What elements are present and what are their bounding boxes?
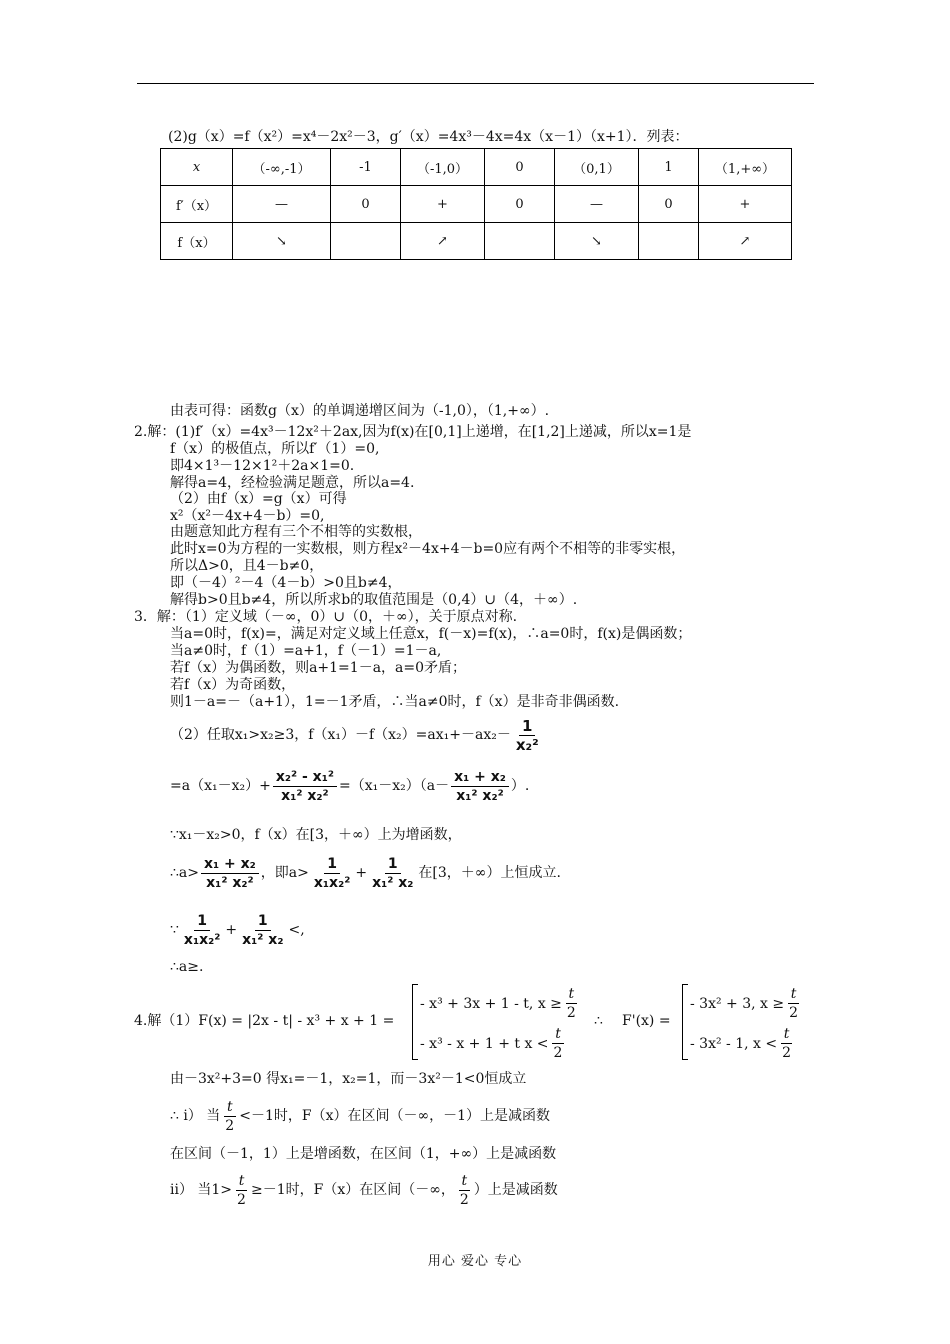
table-cell: 0 <box>485 149 555 186</box>
table-cell: 1 <box>639 149 699 186</box>
table-cell: + <box>699 186 792 223</box>
numerator: 1 <box>385 855 401 874</box>
fraction <box>779 1025 794 1062</box>
denominator: 2 <box>789 1005 799 1021</box>
text-line: 解得a=4，经检验满足题意，所以a=4. <box>170 475 415 491</box>
table-cell: ↗ <box>699 223 792 260</box>
numerator: t <box>552 1025 564 1044</box>
text-span: - 3x² - 1, x < <box>690 1035 778 1052</box>
text-line: 由表可得：函数g（x）的单调递增区间为（-1,0），（1,+∞）. <box>170 403 550 419</box>
table-cell: -1 <box>331 149 401 186</box>
text-line: ∴ <box>594 1013 603 1029</box>
table-cell: — <box>233 186 331 223</box>
fraction <box>234 1172 249 1209</box>
text-span: =（x₁－x₂）（a－ <box>338 778 450 794</box>
denominator: x₁x₂² <box>183 931 221 948</box>
text-span: + <box>225 922 238 938</box>
table-cell <box>485 223 555 260</box>
denominator: 2 <box>459 1191 469 1208</box>
case-line <box>420 1025 567 1062</box>
text-span: ）上是减函数 <box>473 1182 558 1198</box>
case-line <box>690 985 803 1022</box>
intro-line: (2)g（x）=f（x²）=x⁴－2x²－3，g′（x）=4x³－4x=4x（x－1）（x+1）．列表： <box>168 129 689 145</box>
text-span: 在[3，＋∞）上恒成立. <box>418 865 561 881</box>
table-cell: f′（x） <box>161 186 233 223</box>
numerator: 1 <box>324 855 340 874</box>
text-span: - 3x² + 3, x ≥ <box>690 995 785 1012</box>
fraction <box>181 912 223 949</box>
table-cell: （0,1） <box>555 149 639 186</box>
left-brace <box>412 984 413 1060</box>
fraction <box>551 1025 566 1062</box>
text-line: 若f（x）为奇函数， <box>170 677 296 693</box>
text-line: 当a≠0时，f（1）=a+1，f（－1）=1－a, <box>170 643 442 659</box>
text-line: （2）由f（x）=g（x）可得 <box>170 491 347 507</box>
table-cell: 0 <box>639 186 699 223</box>
table-cell: （1,+∞） <box>699 149 792 186</box>
text-line: 当a=0时，f(x)=，满足对定义域上任意x，f(－x)=f(x)，∴a=0时，f(x)是偶函数； <box>170 626 692 642</box>
table-cell: ↘ <box>233 223 331 260</box>
text-span: <, <box>288 922 305 938</box>
text-line: ∴a≥. <box>170 959 204 975</box>
table-row <box>161 223 792 260</box>
denominator: 2 <box>553 1045 563 1061</box>
numerator: x₁ + x₂ <box>451 768 509 787</box>
text-line: x²（x²－4x+4－b）=0, <box>170 508 325 524</box>
numerator: 1 <box>519 717 535 736</box>
text-span: ∴a> <box>170 865 199 881</box>
text-line: 所以Δ>0，且4－b≠0， <box>170 558 324 574</box>
text-line: 3．解：（1）定义域（－∞，0）∪（0，＋∞），关于原点对称. <box>134 609 518 625</box>
numerator: t <box>788 985 800 1004</box>
table-cell: 0 <box>485 186 555 223</box>
fraction <box>201 855 259 892</box>
text-line: 解得b>0且b≠4，所以所求b的取值范围是（0,4）∪（4，＋∞）. <box>170 592 578 608</box>
table-cell: x <box>161 149 233 186</box>
text-line: 此时x=0为方程的一实数根，则方程x²－4x+4－b=0应有两个不相等的非零实根， <box>170 541 686 557</box>
denominator: x₁² x₂² <box>281 787 329 804</box>
math-line <box>170 1170 558 1210</box>
math-line <box>170 853 561 893</box>
denominator: 2 <box>225 1117 235 1134</box>
table-row <box>161 186 792 223</box>
text-line: 由题意知此方程有三个不相等的实数根， <box>170 524 422 540</box>
numerator: t <box>566 985 578 1004</box>
fraction <box>273 768 337 805</box>
text-line: ∵x₁－x₂>0，f（x）在[3，＋∞）上为增函数， <box>170 827 462 843</box>
text-span: ≥－1时，F（x）在区间（－∞， <box>250 1182 455 1198</box>
page-footer: 用心 爱心 专心 <box>427 1254 523 1269</box>
fraction <box>786 985 801 1022</box>
denominator: 2 <box>566 1005 576 1021</box>
text-span: - x³ + 3x + 1 - t, x ≥ <box>420 995 562 1012</box>
text-span: =a（x₁－x₂）+ <box>170 778 271 794</box>
text-span: ∴ i） 当 <box>170 1108 221 1124</box>
table-cell: （-∞,-1） <box>233 149 331 186</box>
text-span: （2）任取x₁>x₂≥3，f（x₁）－f（x₂）=ax₁+－ax₂－ <box>170 727 511 743</box>
table-cell: f（x） <box>161 223 233 260</box>
table-row <box>161 149 792 186</box>
table-cell: + <box>401 186 485 223</box>
text-span: ）. <box>510 778 530 794</box>
denominator: x₁x₂² <box>313 874 351 891</box>
text-span: ，即a> <box>260 865 309 881</box>
denominator: x₁² x₂² <box>456 787 504 804</box>
math-line <box>170 1096 550 1136</box>
text-line: F'(x) = <box>622 1013 671 1029</box>
table-cell: ↗ <box>401 223 485 260</box>
text-span: + <box>355 865 368 881</box>
table-cell <box>331 223 401 260</box>
text-span: - x³ - x + 1 + t x < <box>420 1035 549 1052</box>
case-line <box>690 1025 796 1062</box>
table-cell: — <box>555 186 639 223</box>
text-line: 2.解：(1)f′（x）=4x³－12x²＋2ax,因为f(x)在[0,1]上递增，在[1,2]上递减，所以x=1是 <box>134 424 692 440</box>
math-line <box>170 766 529 806</box>
fraction <box>222 1098 237 1135</box>
table-cell <box>639 223 699 260</box>
table-cell: （-1,0） <box>401 149 485 186</box>
fraction <box>369 855 416 892</box>
numerator: 1 <box>194 912 210 931</box>
numerator: 1 <box>255 912 271 931</box>
denominator: x₁² x₂ <box>372 874 414 891</box>
denominator: 2 <box>237 1191 246 1208</box>
sign-table <box>160 148 792 260</box>
header-rule <box>137 83 814 84</box>
numerator: x₁ + x₂ <box>201 855 259 874</box>
table-cell: 0 <box>331 186 401 223</box>
text-line: 4.解（1）F(x) = |2x - t| - x³ + x + 1 = <box>134 1013 395 1029</box>
text-line: 即（－4）²－4（4－b）>0且b≠4， <box>170 575 402 591</box>
fraction <box>451 768 509 805</box>
text-line: 由－3x²+3=0 得x₁=－1，x₂=1，而－3x²－1<0恒成立 <box>170 1071 527 1087</box>
text-line: 则1－a=－（a+1），1=－1矛盾，∴当a≠0时，f（x）是非奇非偶函数. <box>170 694 620 710</box>
text-span: ii） 当1> <box>170 1182 233 1198</box>
denominator: x₂² <box>515 735 539 754</box>
fraction <box>457 1172 472 1209</box>
fraction <box>311 855 353 892</box>
fraction <box>239 912 286 949</box>
text-span: <－1时，F（x）在区间（－∞，－1）上是减函数 <box>239 1108 551 1124</box>
text-line: 即4×1³－12×1²＋2a×1=0. <box>170 458 355 474</box>
math-line <box>170 910 305 950</box>
numerator: t <box>459 1172 471 1191</box>
case-line <box>420 985 581 1022</box>
denominator: x₁² x₂ <box>242 931 284 948</box>
numerator: t <box>224 1098 236 1117</box>
numerator: x₂² - x₁² <box>273 768 337 787</box>
denominator: x₁² x₂² <box>206 874 254 891</box>
denominator: 2 <box>782 1045 792 1061</box>
text-line: f（x）的极值点，所以f′（1）=0, <box>170 441 380 457</box>
table-cell: ↘ <box>555 223 639 260</box>
fraction <box>564 985 579 1022</box>
numerator: t <box>236 1172 248 1191</box>
numerator: t <box>781 1025 793 1044</box>
fraction <box>513 717 542 754</box>
text-line: 在区间（－1，1）上是增函数，在区间（1，+∞）上是减函数 <box>170 1146 557 1162</box>
left-brace <box>682 984 683 1060</box>
text-span: ∵ <box>170 922 179 938</box>
text-line: 若f（x）为偶函数，则a+1=1－a，a=0矛盾； <box>170 660 467 676</box>
math-line <box>170 715 544 755</box>
